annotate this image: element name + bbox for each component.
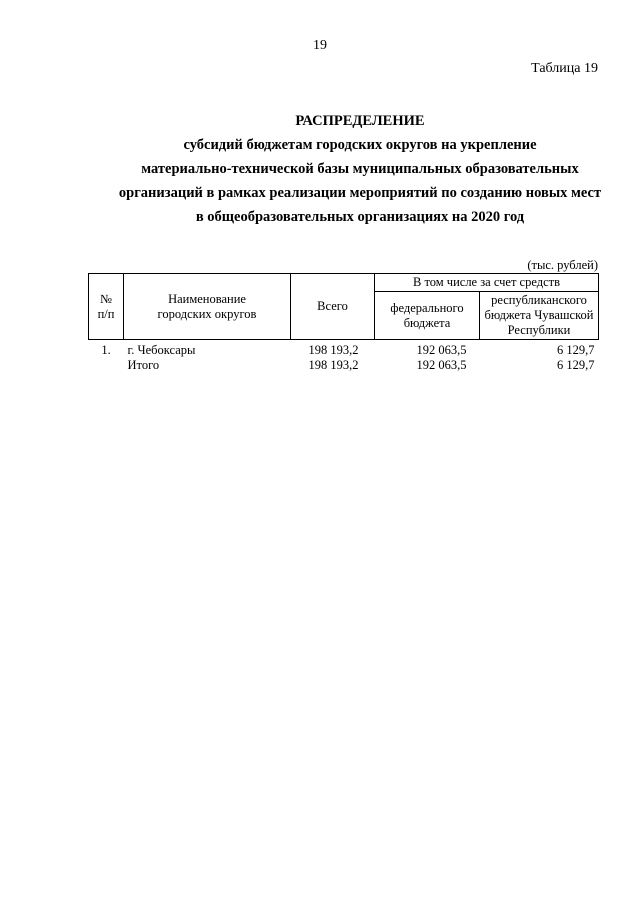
header-total: Всего <box>291 274 375 340</box>
table-row-total <box>89 358 599 373</box>
heading-line-2: материально-технической базы муниципальных образовательных <box>141 161 579 177</box>
header-including: В том числе за счет средств <box>375 274 599 292</box>
row-name: Итого <box>127 358 160 372</box>
row-total: 198 193,2 <box>308 358 359 372</box>
heading-line-3: организаций в рамках реализации мероприятий по созданию новых мест <box>118 185 602 201</box>
heading-line-1: субсидий бюджетам городских округов на укрепление <box>183 137 537 153</box>
header-num: № п/п <box>89 274 124 340</box>
row-num: 1. <box>101 343 111 357</box>
row-republic: 6 129,7 <box>557 358 595 372</box>
header-name: Наименование городских округов <box>124 274 291 340</box>
row-total: 198 193,2 <box>308 343 359 357</box>
heading-title: РАСПРЕДЕЛЕНИЕ <box>295 113 425 129</box>
units-label: (тыс. рублей) <box>527 258 598 272</box>
heading-line-4: в общеобразовательных организациях на 2020 год <box>195 209 525 225</box>
row-federal: 192 063,5 <box>416 343 467 357</box>
header-federal: федерального бюджета <box>375 292 480 340</box>
row-federal: 192 063,5 <box>416 358 467 372</box>
distribution-table <box>88 273 599 373</box>
row-republic: 6 129,7 <box>557 343 595 357</box>
document-heading <box>60 109 640 229</box>
table-label: Таблица 19 <box>531 61 598 76</box>
header-republic: республиканского бюджета Чувашской Республики <box>480 292 599 340</box>
table-row <box>89 340 599 359</box>
row-name: г. Чебоксары <box>127 343 196 357</box>
row-num <box>89 358 124 373</box>
page-number: 19 <box>313 38 327 53</box>
